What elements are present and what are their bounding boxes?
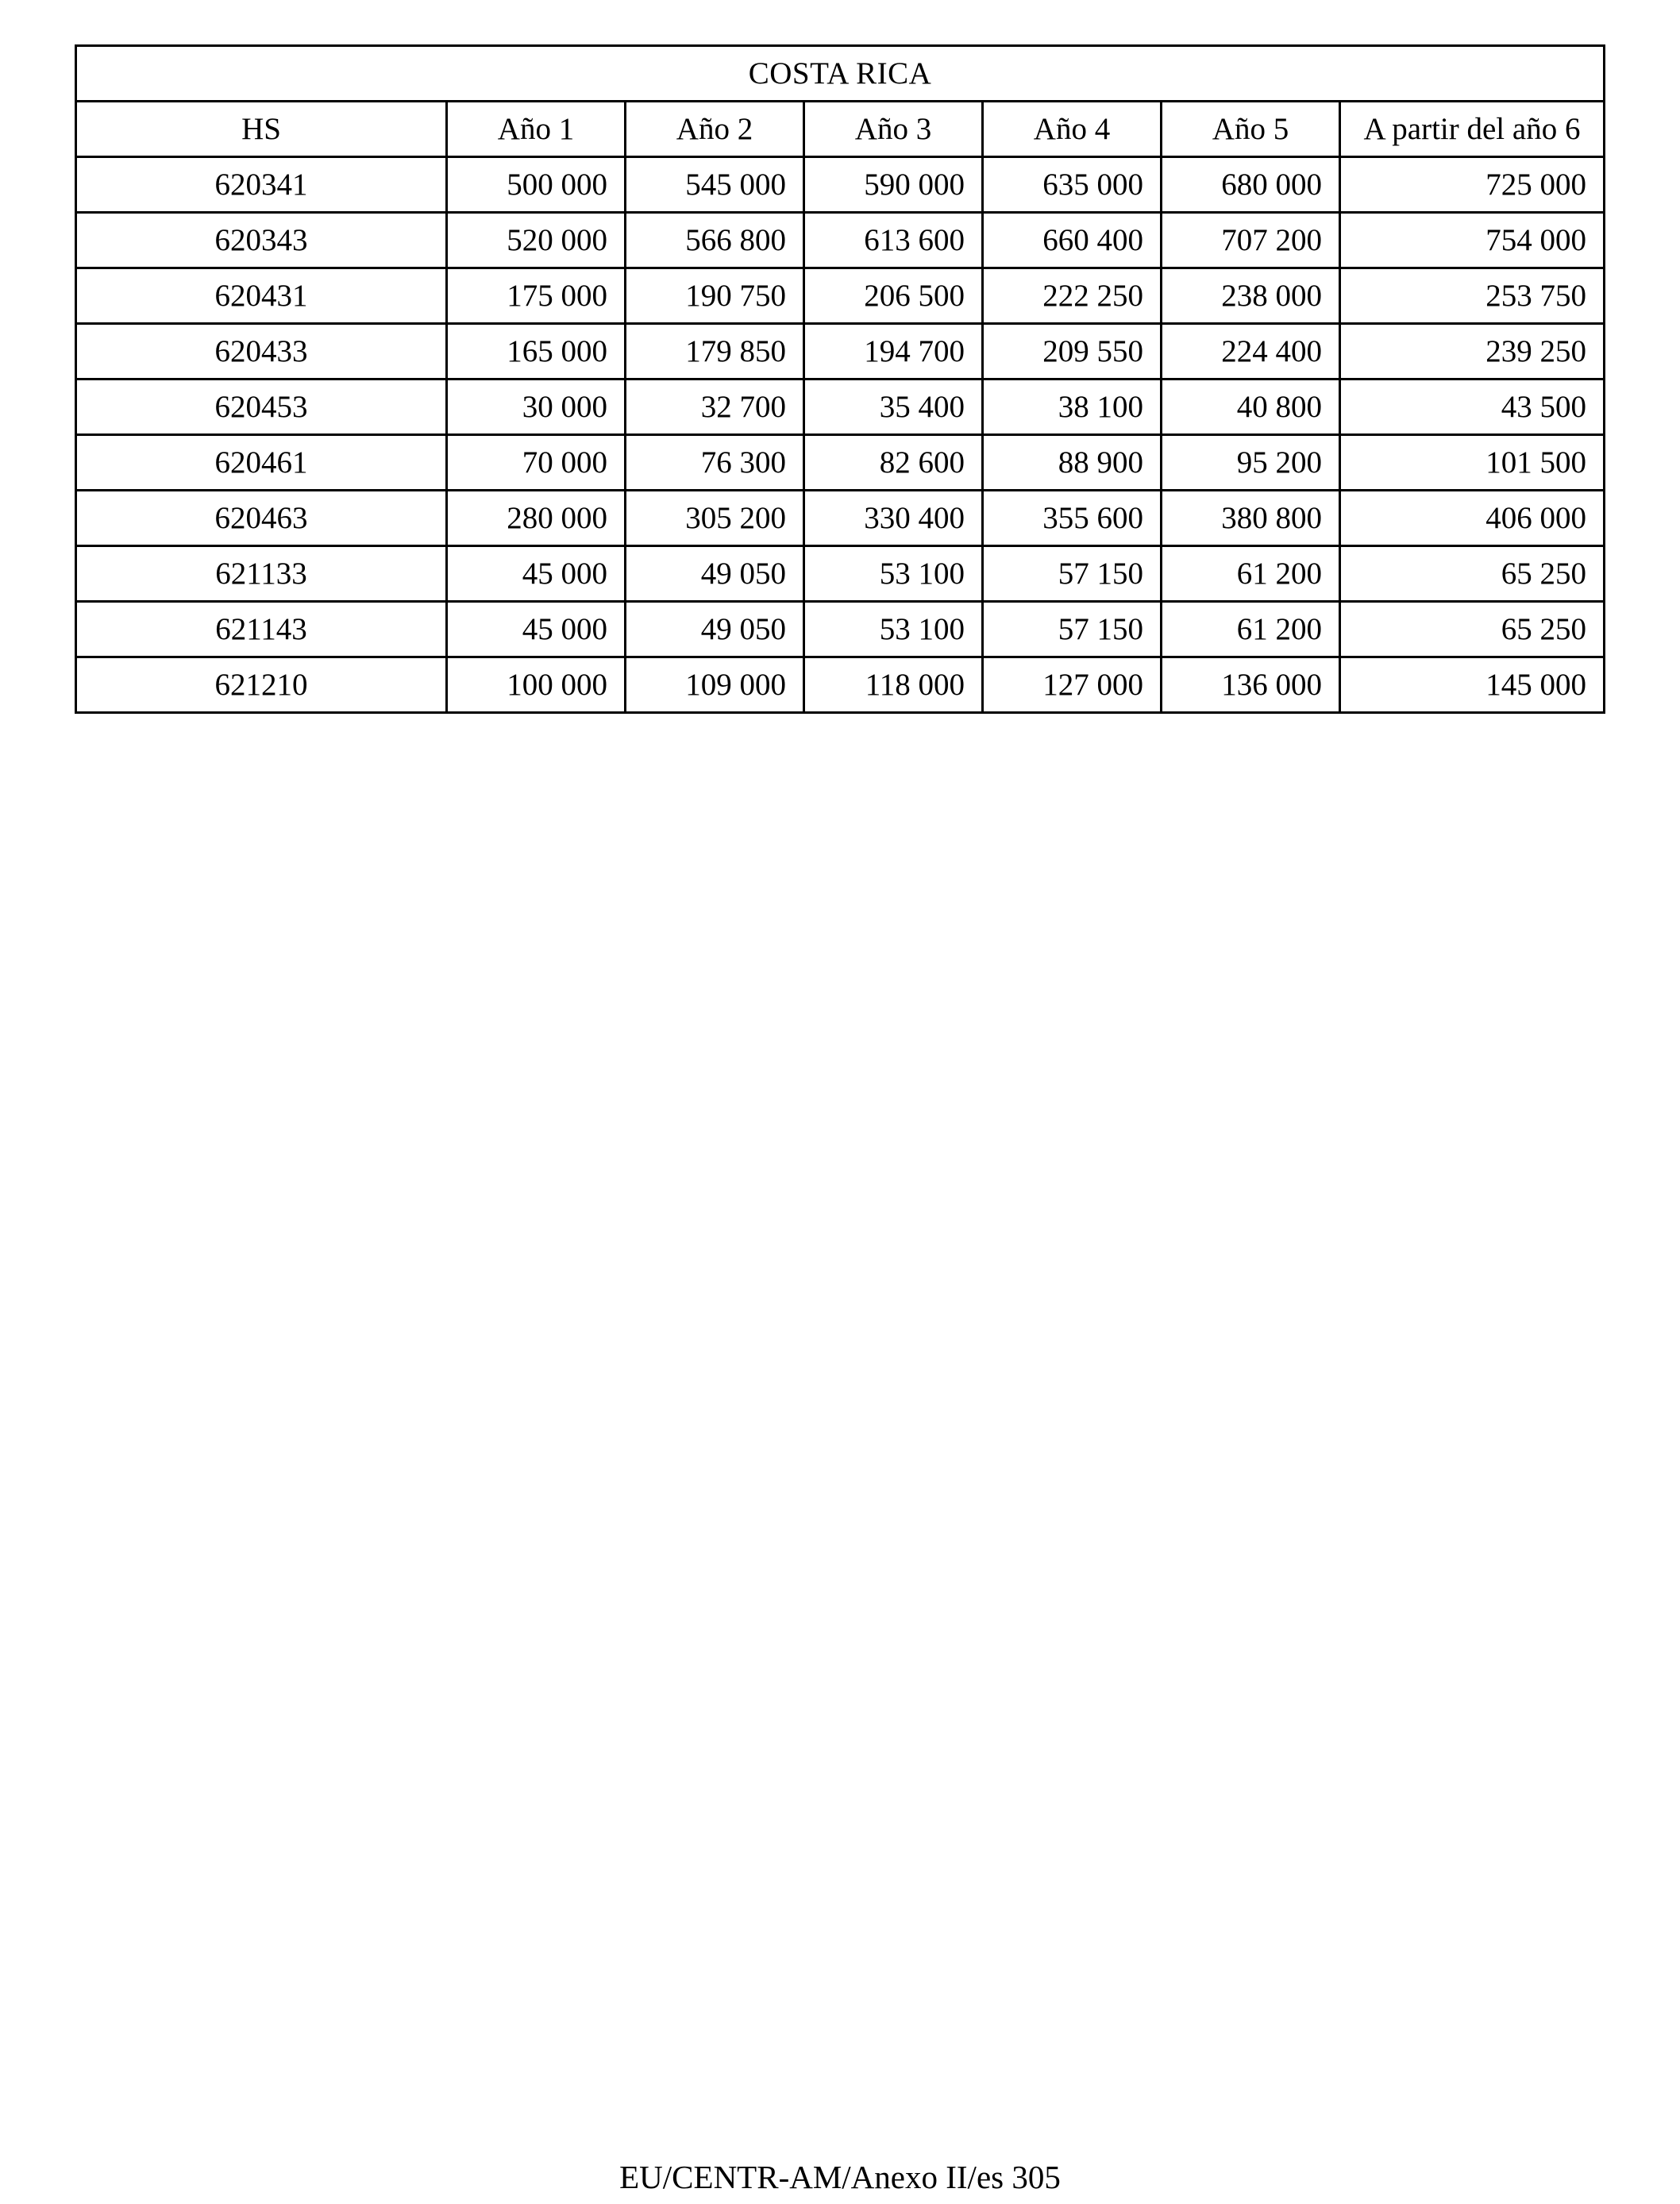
quota-cell: 127 000 (983, 657, 1162, 713)
quota-cell: 76 300 (626, 435, 804, 491)
table-row (76, 157, 1605, 213)
quota-cell: 566 800 (626, 213, 804, 268)
table-body (76, 157, 1605, 713)
quota-cell: 754 000 (1340, 213, 1605, 268)
quota-cell: 57 150 (983, 546, 1162, 602)
quota-cell: 88 900 (983, 435, 1162, 491)
quota-cell: 30 000 (447, 380, 626, 435)
quota-cell: 500 000 (447, 157, 626, 213)
column-header-year-4: Año 4 (983, 102, 1162, 157)
quota-cell: 40 800 (1162, 380, 1340, 435)
quota-cell: 280 000 (447, 491, 626, 546)
quota-cell: 35 400 (804, 380, 983, 435)
quota-cell: 355 600 (983, 491, 1162, 546)
quota-cell: 101 500 (1340, 435, 1605, 491)
quota-cell: 613 600 (804, 213, 983, 268)
quota-cell: 118 000 (804, 657, 983, 713)
table-row (76, 268, 1605, 324)
quota-cell: 660 400 (983, 213, 1162, 268)
quota-cell: 406 000 (1340, 491, 1605, 546)
hs-code-cell: 620343 (76, 213, 447, 268)
quota-cell: 590 000 (804, 157, 983, 213)
table-row (76, 491, 1605, 546)
table-header-row (76, 102, 1605, 157)
hs-code-cell: 621143 (76, 602, 447, 657)
quota-cell: 179 850 (626, 324, 804, 380)
table-title: COSTA RICA (76, 46, 1605, 102)
table-row (76, 324, 1605, 380)
quota-cell: 209 550 (983, 324, 1162, 380)
quota-cell: 53 100 (804, 546, 983, 602)
column-header-hs: HS (76, 102, 447, 157)
quota-cell: 145 000 (1340, 657, 1605, 713)
column-header-year-3: Año 3 (804, 102, 983, 157)
quota-cell: 45 000 (447, 546, 626, 602)
quota-cell: 175 000 (447, 268, 626, 324)
quota-cell: 82 600 (804, 435, 983, 491)
quota-cell: 165 000 (447, 324, 626, 380)
quota-cell: 45 000 (447, 602, 626, 657)
quota-cell: 136 000 (1162, 657, 1340, 713)
quota-cell: 49 050 (626, 602, 804, 657)
column-header-year-6-onwards: A partir del año 6 (1340, 102, 1605, 157)
table-title-row (76, 46, 1605, 102)
table-row (76, 546, 1605, 602)
hs-code-cell: 621133 (76, 546, 447, 602)
quota-cell: 43 500 (1340, 380, 1605, 435)
column-header-year-2: Año 2 (626, 102, 804, 157)
table-row (76, 602, 1605, 657)
quota-cell: 305 200 (626, 491, 804, 546)
table-row (76, 435, 1605, 491)
quota-cell: 520 000 (447, 213, 626, 268)
quota-cell: 61 200 (1162, 546, 1340, 602)
table-row (76, 657, 1605, 713)
quota-table (75, 44, 1605, 714)
quota-cell: 194 700 (804, 324, 983, 380)
quota-cell: 238 000 (1162, 268, 1340, 324)
quota-cell: 65 250 (1340, 602, 1605, 657)
quota-cell: 330 400 (804, 491, 983, 546)
quota-cell: 222 250 (983, 268, 1162, 324)
quota-cell: 725 000 (1340, 157, 1605, 213)
page-footer-reference: EU/CENTR-AM/Anexo II/es 305 (619, 2159, 1061, 2195)
hs-code-cell: 620433 (76, 324, 447, 380)
quota-cell: 95 200 (1162, 435, 1340, 491)
table-row (76, 380, 1605, 435)
quota-cell: 32 700 (626, 380, 804, 435)
column-header-year-5: Año 5 (1162, 102, 1340, 157)
quota-cell: 70 000 (447, 435, 626, 491)
quota-cell: 239 250 (1340, 324, 1605, 380)
quota-cell: 49 050 (626, 546, 804, 602)
quota-cell: 206 500 (804, 268, 983, 324)
quota-cell: 545 000 (626, 157, 804, 213)
quota-cell: 224 400 (1162, 324, 1340, 380)
hs-code-cell: 620341 (76, 157, 447, 213)
quota-cell: 38 100 (983, 380, 1162, 435)
quota-cell: 109 000 (626, 657, 804, 713)
hs-code-cell: 620431 (76, 268, 447, 324)
quota-cell: 380 800 (1162, 491, 1340, 546)
quota-cell: 57 150 (983, 602, 1162, 657)
quota-cell: 100 000 (447, 657, 626, 713)
quota-cell: 680 000 (1162, 157, 1340, 213)
quota-cell: 61 200 (1162, 602, 1340, 657)
quota-cell: 190 750 (626, 268, 804, 324)
table-row (76, 213, 1605, 268)
quota-cell: 707 200 (1162, 213, 1340, 268)
quota-cell: 53 100 (804, 602, 983, 657)
hs-code-cell: 620463 (76, 491, 447, 546)
quota-cell: 253 750 (1340, 268, 1605, 324)
hs-code-cell: 620461 (76, 435, 447, 491)
hs-code-cell: 621210 (76, 657, 447, 713)
quota-cell: 65 250 (1340, 546, 1605, 602)
column-header-year-1: Año 1 (447, 102, 626, 157)
quota-cell: 635 000 (983, 157, 1162, 213)
hs-code-cell: 620453 (76, 380, 447, 435)
